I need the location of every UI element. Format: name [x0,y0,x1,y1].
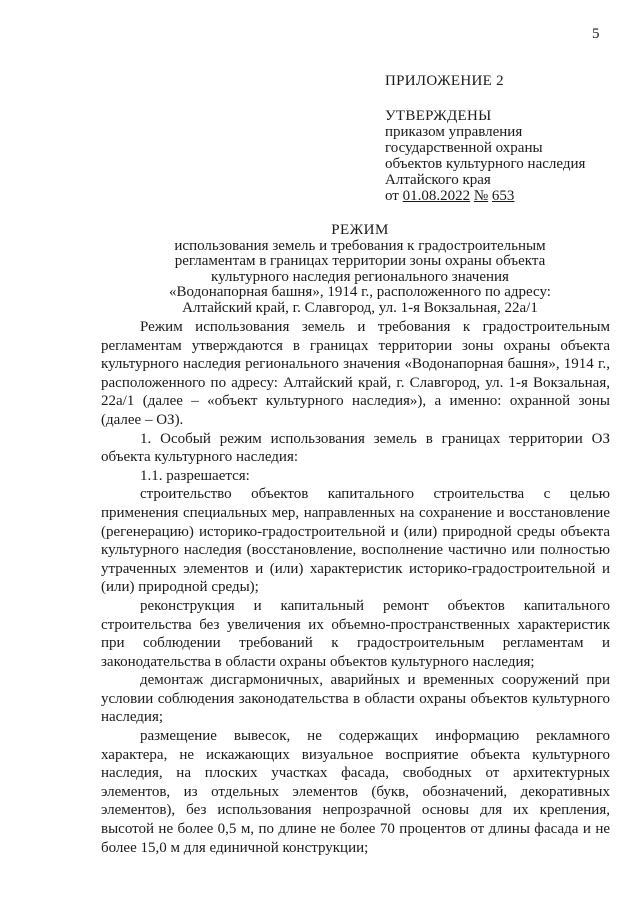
paragraph: демонтаж дисгармоничных, аварийных и временных сооружений при условии соблюдения законодательства в области охраны объектов культурного наследия; [101,672,610,726]
approval-line: государственной охраны [385,140,543,156]
order-number-label: № [473,188,489,204]
body-text [101,318,610,857]
approval-line: приказом управления [385,124,523,140]
appendix-block [385,73,625,204]
title-line: «Водонапорная башня», 1914 г., расположенного по адресу: [169,284,551,300]
order-number: 653 [491,188,515,204]
approved-heading: УТВЕРЖДЕНЫ [385,108,492,124]
order-line [385,188,625,204]
title-line: регламентам в границах территории зоны охраны объекта [174,253,546,269]
paragraph: 1.1. разрешается: [140,467,250,484]
order-prefix: от [385,188,399,204]
title-line: использования земель и требования к градостроительным [174,237,546,254]
document-title [100,223,620,316]
order-date: 01.08.2022 [402,188,471,204]
approval-line: объектов культурного наследия [385,156,586,172]
title-line: культурного наследия регионального значения [211,268,509,285]
paragraph: 1. Особый режим использования земель в границах территории ОЗ объекта культурного наследия: [101,430,610,466]
title-main: РЕЖИМ [331,222,389,238]
title-line: Алтайский край, г. Славгород, ул. 1-я Вокзальная, 22а/1 [182,299,538,316]
paragraph: реконструкция и капитальный ремонт объектов капитального строительства без увеличения их объемно-пространственных характеристик при соблюдении требований к градостроительным регламентам и законодательства в области охраны объектов культурного наследия; [101,597,610,670]
paragraph: размещение вывесок, не содержащих информацию рекламного характера, не искажающих визуальное восприятие объекта культурного наследия, на плоских участках фасада, свободных от архитектурных элементов, из отдельных элементов (букв, обозначений, декоративных элементов), без использования непрозрачной основы для их крепления, высотой не более 0,5 м, по длине не более 70 процентов от длины фасада и не более 15,0 м для единичной конструкции; [101,728,610,856]
paragraph: Режим использования земель и требования к градостроительным регламентам утверждаются в границах территории зоны охраны объекта культурного наследия регионального значения «Водонапорная башня», 1914 г., расположенного по адресу: Алтайский край, г. Славгород, ул. 1-я Вокзальная, 22а/1 (далее – «объект культурного наследия»), а именно: охранной зоны (далее – ОЗ). [101,319,610,428]
page-number: 5 [592,26,600,42]
appendix-heading: ПРИЛОЖЕНИЕ 2 [385,73,504,89]
approval-line: Алтайского края [385,172,491,188]
paragraph: строительство объектов капитального строительства с целью применения специальных мер, направленных на сохранение и восстановление (регенерацию) историко-градостроительной и (или) природной среды объекта культурного наследия (восстановление, восполнение частично или полностью утраченных элементов и (или) характеристик историко-градостроительной и (или) природной среды); [101,486,610,596]
